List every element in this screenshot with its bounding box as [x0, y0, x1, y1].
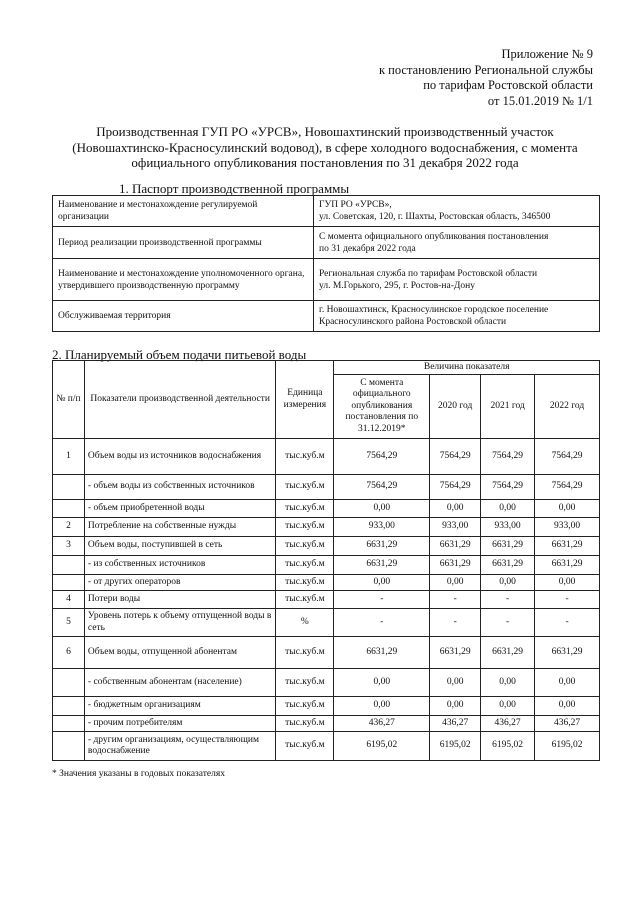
row-value: -: [481, 609, 535, 637]
row-value: 6631,29: [334, 537, 430, 556]
row-number: [53, 500, 85, 518]
passport-label: Обслуживаемая территория: [53, 301, 314, 332]
row-value: 6631,29: [481, 637, 535, 669]
row-number: 5: [53, 609, 85, 637]
water-volume-body: [53, 439, 600, 761]
table-row: [53, 439, 600, 475]
header-period0: С момента официального опубликования постановления по 31.12.2019*: [334, 375, 430, 439]
passport-label: Наименование и местонахождение уполномоченного органа, утвердившего производственную программу: [53, 259, 314, 301]
table-row: [53, 537, 600, 556]
row-value: 6631,29: [334, 637, 430, 669]
row-value: 0,00: [481, 669, 535, 697]
header-row: [53, 361, 600, 375]
row-value: 0,00: [430, 669, 481, 697]
row-value: 6195,02: [334, 732, 430, 761]
passport-value-line: по 31 декабря 2022 года: [319, 243, 416, 254]
row-number: 2: [53, 518, 85, 537]
passport-value-line: ул. Советская, 120, г. Шахты, Ростовская область, 346500: [319, 212, 551, 222]
appendix-line: Приложение № 9: [501, 47, 593, 61]
row-indicator: Объем воды, поступившей в сеть: [84, 537, 275, 556]
row-value: 933,00: [334, 518, 430, 537]
row-unit: тыс.куб.м: [276, 518, 334, 537]
row-number: [53, 697, 85, 716]
row-value: 6631,29: [481, 556, 535, 575]
header-num: № п/п: [53, 361, 85, 439]
header-group: Величина показателя: [334, 361, 600, 375]
row-value: 7564,29: [535, 475, 600, 500]
table-row: [53, 591, 600, 609]
row-unit: тыс.куб.м: [276, 697, 334, 716]
table-row: [53, 500, 600, 518]
row-value: 7564,29: [334, 439, 430, 475]
row-number: [53, 556, 85, 575]
title-line: официального опубликования постановления по 31 декабря 2022 года: [131, 155, 519, 170]
row-unit: тыс.куб.м: [276, 439, 334, 475]
row-indicator: Объем воды из источников водоснабжения: [84, 439, 275, 475]
row-indicator: Потребление на собственные нужды: [84, 518, 275, 537]
row-value: 0,00: [535, 669, 600, 697]
passport-value: [314, 301, 600, 332]
passport-value-line: г. Новошахтинск, Красносулинское городское поселение: [319, 305, 549, 315]
header-unit: Единица измерения: [276, 361, 334, 439]
table-row: [53, 518, 600, 537]
header-indicator: Показатели производственной деятельности: [84, 361, 275, 439]
row-number: [53, 716, 85, 732]
row-value: 933,00: [430, 518, 481, 537]
row-unit: тыс.куб.м: [276, 669, 334, 697]
row-number: 1: [53, 439, 85, 475]
row-value: 0,00: [430, 500, 481, 518]
section-1-heading: 1. Паспорт производственной программы: [119, 181, 350, 196]
row-value: 436,27: [535, 716, 600, 732]
row-number: 4: [53, 591, 85, 609]
row-unit: %: [276, 609, 334, 637]
header-year: 2020 год: [430, 375, 481, 439]
row-value: 0,00: [430, 697, 481, 716]
passport-value-line: Красносулинского района Ростовской области: [319, 317, 507, 327]
table-row: [53, 697, 600, 716]
document-title: [60, 124, 590, 171]
table-row: [53, 716, 600, 732]
passport-value-line: ул. М.Горького, 295, г. Ростов-на-Дону: [319, 280, 475, 291]
row-value: 933,00: [535, 518, 600, 537]
row-indicator: - из собственных источников: [84, 556, 275, 575]
row-value: -: [334, 591, 430, 609]
row-indicator: - другим организациям, осуществляющим водоснабжение: [84, 732, 275, 761]
row-indicator: - собственным абонентам (население): [84, 669, 275, 697]
row-value: 7564,29: [535, 439, 600, 475]
row-indicator: - от других операторов: [84, 575, 275, 591]
row-value: 7564,29: [430, 439, 481, 475]
row-value: 6631,29: [535, 556, 600, 575]
row-indicator: Объем воды, отпущенной абонентам: [84, 637, 275, 669]
appendix-block: [379, 47, 593, 109]
passport-label: Период реализации производственной программы: [53, 227, 314, 259]
table-row: [53, 475, 600, 500]
row-number: [53, 669, 85, 697]
passport-label: Наименование и местонахождение регулируемой организации: [53, 196, 314, 227]
row-value: 0,00: [334, 575, 430, 591]
row-value: -: [430, 591, 481, 609]
table-row: [53, 732, 600, 761]
row-value: -: [535, 591, 600, 609]
passport-value-line: С момента официального опубликования постановления: [319, 231, 549, 242]
passport-row: [53, 301, 600, 332]
row-number: [53, 475, 85, 500]
row-value: 436,27: [481, 716, 535, 732]
row-number: [53, 575, 85, 591]
passport-value: [314, 259, 600, 301]
passport-value-line: ГУП РО «УРСВ»,: [319, 200, 392, 210]
title-line: (Новошахтинско-Красносулинский водовод), в сфере холодного водоснабжения, с момента: [72, 139, 578, 155]
passport-row: [53, 259, 600, 301]
row-value: 0,00: [481, 575, 535, 591]
passport-value: [314, 196, 600, 227]
appendix-line: к постановлению Региональной службы: [378, 62, 593, 77]
row-number: [53, 732, 85, 761]
passport-value: [314, 227, 600, 259]
passport-table: [52, 195, 600, 332]
row-value: -: [430, 609, 481, 637]
row-value: 6631,29: [430, 556, 481, 575]
row-value: 6195,02: [481, 732, 535, 761]
row-value: 0,00: [481, 697, 535, 716]
row-value: 6195,02: [430, 732, 481, 761]
row-value: 0,00: [430, 575, 481, 591]
table-row: [53, 637, 600, 669]
row-value: 7564,29: [334, 475, 430, 500]
row-value: 6631,29: [430, 537, 481, 556]
row-unit: тыс.куб.м: [276, 475, 334, 500]
footnote: * Значения указаны в годовых показателях: [52, 769, 226, 779]
row-value: 436,27: [334, 716, 430, 732]
row-indicator: - прочим потребителям: [84, 716, 275, 732]
row-value: 0,00: [334, 500, 430, 518]
water-volume-table: [52, 360, 600, 761]
row-value: -: [334, 609, 430, 637]
title-line: Производственная ГУП РО «УРСВ», Новошахтинский производственный участок: [96, 124, 554, 139]
row-value: 6631,29: [430, 637, 481, 669]
row-unit: тыс.куб.м: [276, 732, 334, 761]
row-value: 0,00: [481, 500, 535, 518]
row-unit: тыс.куб.м: [276, 500, 334, 518]
row-value: -: [535, 609, 600, 637]
row-value: 7564,29: [430, 475, 481, 500]
row-number: 6: [53, 637, 85, 669]
row-unit: тыс.куб.м: [276, 591, 334, 609]
row-value: -: [481, 591, 535, 609]
row-unit: тыс.куб.м: [276, 575, 334, 591]
row-value: 0,00: [535, 575, 600, 591]
row-value: 6631,29: [535, 537, 600, 556]
row-value: 6631,29: [334, 556, 430, 575]
row-value: 933,00: [481, 518, 535, 537]
passport-value-line: Региональная служба по тарифам Ростовской области: [319, 268, 538, 279]
table-row: [53, 609, 600, 637]
row-value: 436,27: [430, 716, 481, 732]
row-unit: тыс.куб.м: [276, 537, 334, 556]
row-value: 0,00: [334, 669, 430, 697]
row-indicator: - бюджетным организациям: [84, 697, 275, 716]
appendix-line: по тарифам Ростовской области: [423, 78, 593, 92]
row-value: 0,00: [334, 697, 430, 716]
row-value: 6195,02: [535, 732, 600, 761]
section-2-heading: 2. Планируемый объем подачи питьевой воды: [52, 347, 307, 362]
row-value: 0,00: [535, 697, 600, 716]
row-indicator: Потери воды: [84, 591, 275, 609]
row-indicator: - объем воды из собственных источников: [84, 475, 275, 500]
row-number: 3: [53, 537, 85, 556]
header-year: 2021 год: [481, 375, 535, 439]
header-year: 2022 год: [535, 375, 600, 439]
row-indicator: Уровень потерь к объему отпущенной воды в сеть: [84, 609, 275, 637]
row-unit: тыс.куб.м: [276, 556, 334, 575]
table-row: [53, 575, 600, 591]
appendix-line: от 15.01.2019 № 1/1: [487, 93, 593, 108]
passport-row: [53, 196, 600, 227]
row-unit: тыс.куб.м: [276, 716, 334, 732]
row-indicator: - объем приобретенной воды: [84, 500, 275, 518]
row-value: 0,00: [535, 500, 600, 518]
row-value: 7564,29: [481, 439, 535, 475]
table-row: [53, 669, 600, 697]
row-value: 7564,29: [481, 475, 535, 500]
passport-row: [53, 227, 600, 259]
row-value: 6631,29: [535, 637, 600, 669]
row-value: 6631,29: [481, 537, 535, 556]
row-unit: тыс.куб.м: [276, 637, 334, 669]
table-row: [53, 556, 600, 575]
